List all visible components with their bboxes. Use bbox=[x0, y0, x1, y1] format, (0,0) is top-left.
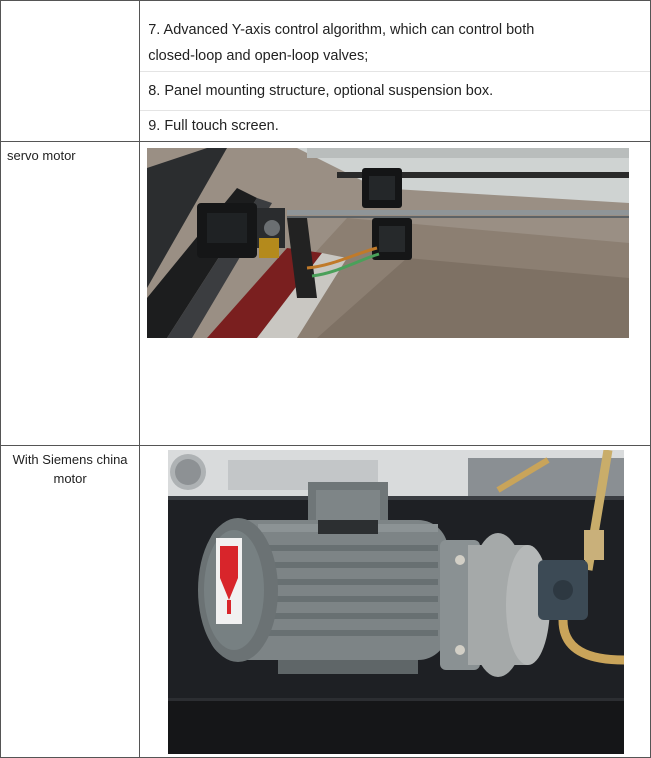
table-row bbox=[1, 1, 651, 142]
features-cell bbox=[140, 1, 651, 142]
row-label: servo motor bbox=[7, 148, 76, 163]
label-line: With Siemens china bbox=[12, 452, 128, 467]
label-cell bbox=[1, 446, 140, 758]
feature-item-8 bbox=[140, 71, 650, 110]
feature-item-9 bbox=[140, 110, 650, 141]
feature-line: 7. Advanced Y-axis control algorithm, which can control both bbox=[148, 22, 535, 38]
label-line: motor bbox=[53, 471, 87, 486]
siemens-motor-photo bbox=[168, 450, 624, 754]
row-label bbox=[1, 446, 139, 492]
feature-line: closed-loop and open-loop valves; bbox=[148, 48, 369, 64]
servo-motor-photo bbox=[147, 148, 629, 338]
feature-line: 8. Panel mounting structure, optional suspension box. bbox=[148, 83, 494, 99]
image-cell bbox=[140, 142, 651, 446]
image-cell bbox=[140, 446, 651, 758]
empty-label-cell bbox=[1, 1, 140, 142]
table-row bbox=[1, 142, 651, 446]
label-cell bbox=[1, 142, 140, 446]
table-row bbox=[1, 446, 651, 758]
feature-item-7 bbox=[140, 15, 650, 71]
feature-line: 9. Full touch screen. bbox=[148, 118, 279, 134]
